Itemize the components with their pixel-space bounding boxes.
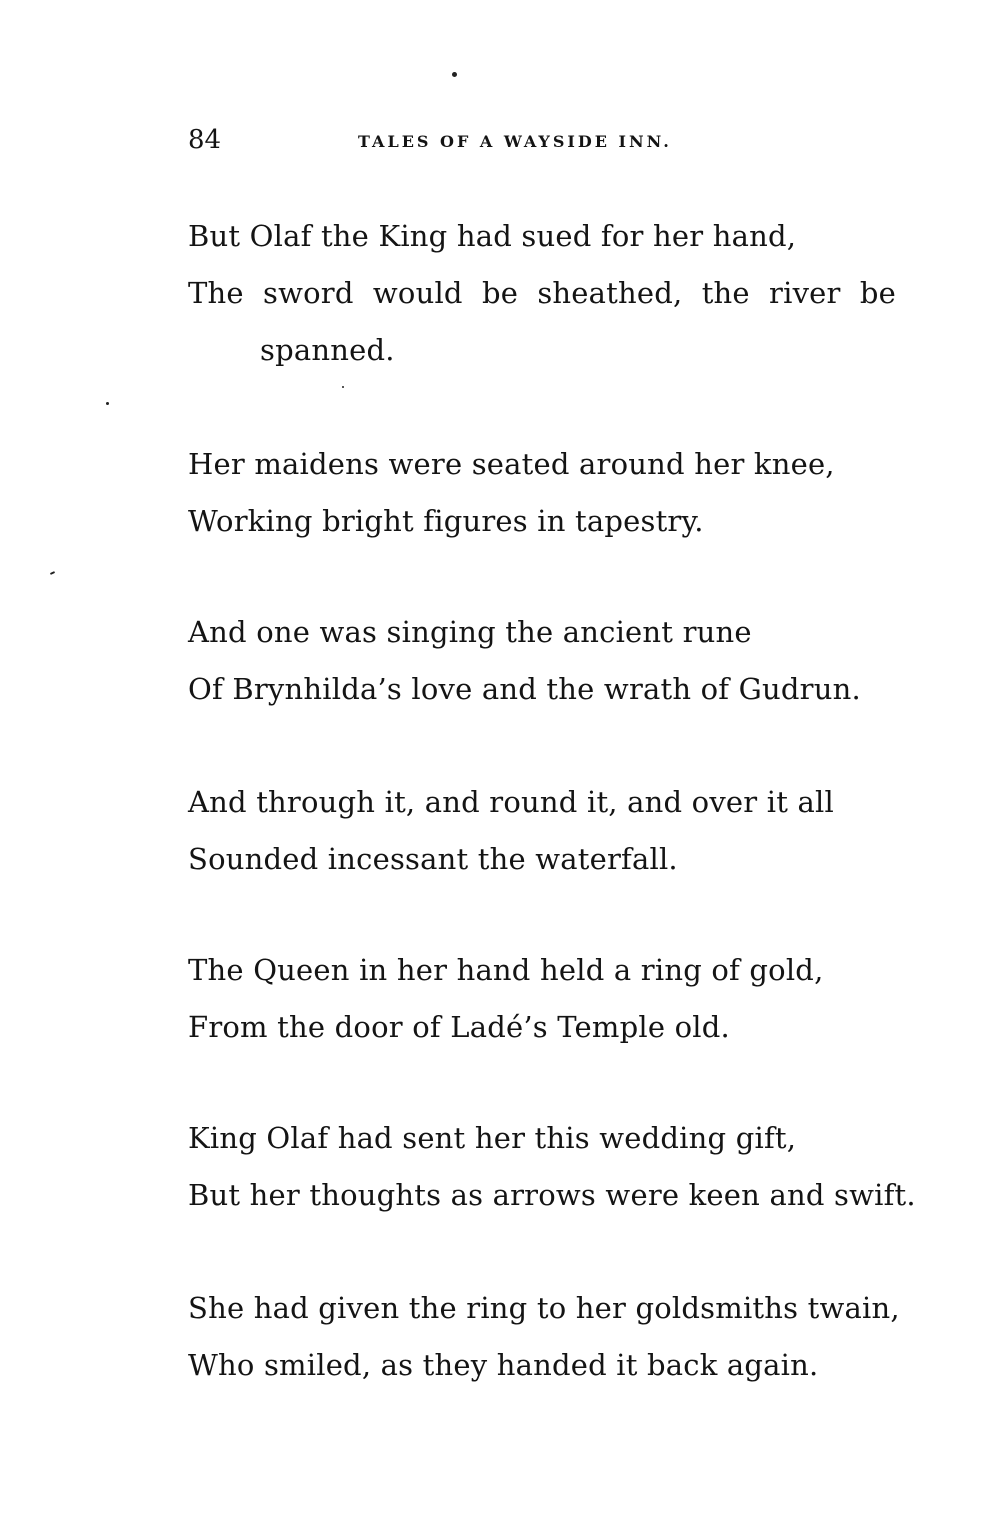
scan-speck — [452, 72, 457, 77]
stanza — [188, 942, 908, 1056]
poem-word: sword — [263, 276, 354, 310]
poem-line: Of Brynhilda’s love and the wrath of Gudrun. — [188, 672, 861, 706]
scan-speck — [50, 571, 55, 575]
poem-line: From the door of Ladé’s Temple old. — [188, 1010, 730, 1044]
poem-line: And through it, and round it, and over it all — [188, 785, 834, 819]
stanza — [188, 604, 908, 718]
stanza — [188, 1110, 916, 1224]
poem-word: be — [481, 276, 519, 310]
poem-line: The Queen in her hand held a ring of gold, — [188, 953, 824, 987]
poem-line: Who smiled, as they handed it back again. — [188, 1348, 819, 1382]
poem-word: The — [188, 276, 244, 310]
page-number: 84 — [188, 125, 222, 155]
poem-line — [188, 265, 896, 322]
stanza — [188, 208, 908, 379]
page-header — [188, 122, 748, 158]
poem-word: the — [701, 276, 750, 310]
poem-line: But Olaf the King had sued for her hand, — [188, 219, 797, 253]
poem-line: Her maidens were seated around her knee, — [188, 447, 835, 481]
poem-line: And one was singing the ancient rune — [188, 615, 752, 649]
scan-speck — [342, 386, 344, 388]
stanza — [188, 436, 908, 550]
poem-line: spanned. — [260, 333, 395, 367]
poem-word: river — [769, 276, 841, 310]
scan-speck — [106, 402, 109, 405]
poem-line: But her thoughts as arrows were keen and swift. — [188, 1178, 916, 1212]
poem-line: Working bright figures in tapestry. — [188, 504, 704, 538]
poem-line: King Olaf had sent her this wedding gift, — [188, 1121, 797, 1155]
poem-line: She had given the ring to her goldsmiths twain, — [188, 1291, 900, 1325]
poem-line: Sounded incessant the waterfall. — [188, 842, 678, 876]
poem-word: would — [372, 276, 463, 310]
stanza — [188, 1280, 908, 1394]
poem-word: sheathed, — [537, 276, 683, 310]
running-title: TALES OF A WAYSIDE INN. — [358, 132, 672, 151]
poem-word: be — [859, 276, 896, 310]
stanza — [188, 774, 908, 888]
